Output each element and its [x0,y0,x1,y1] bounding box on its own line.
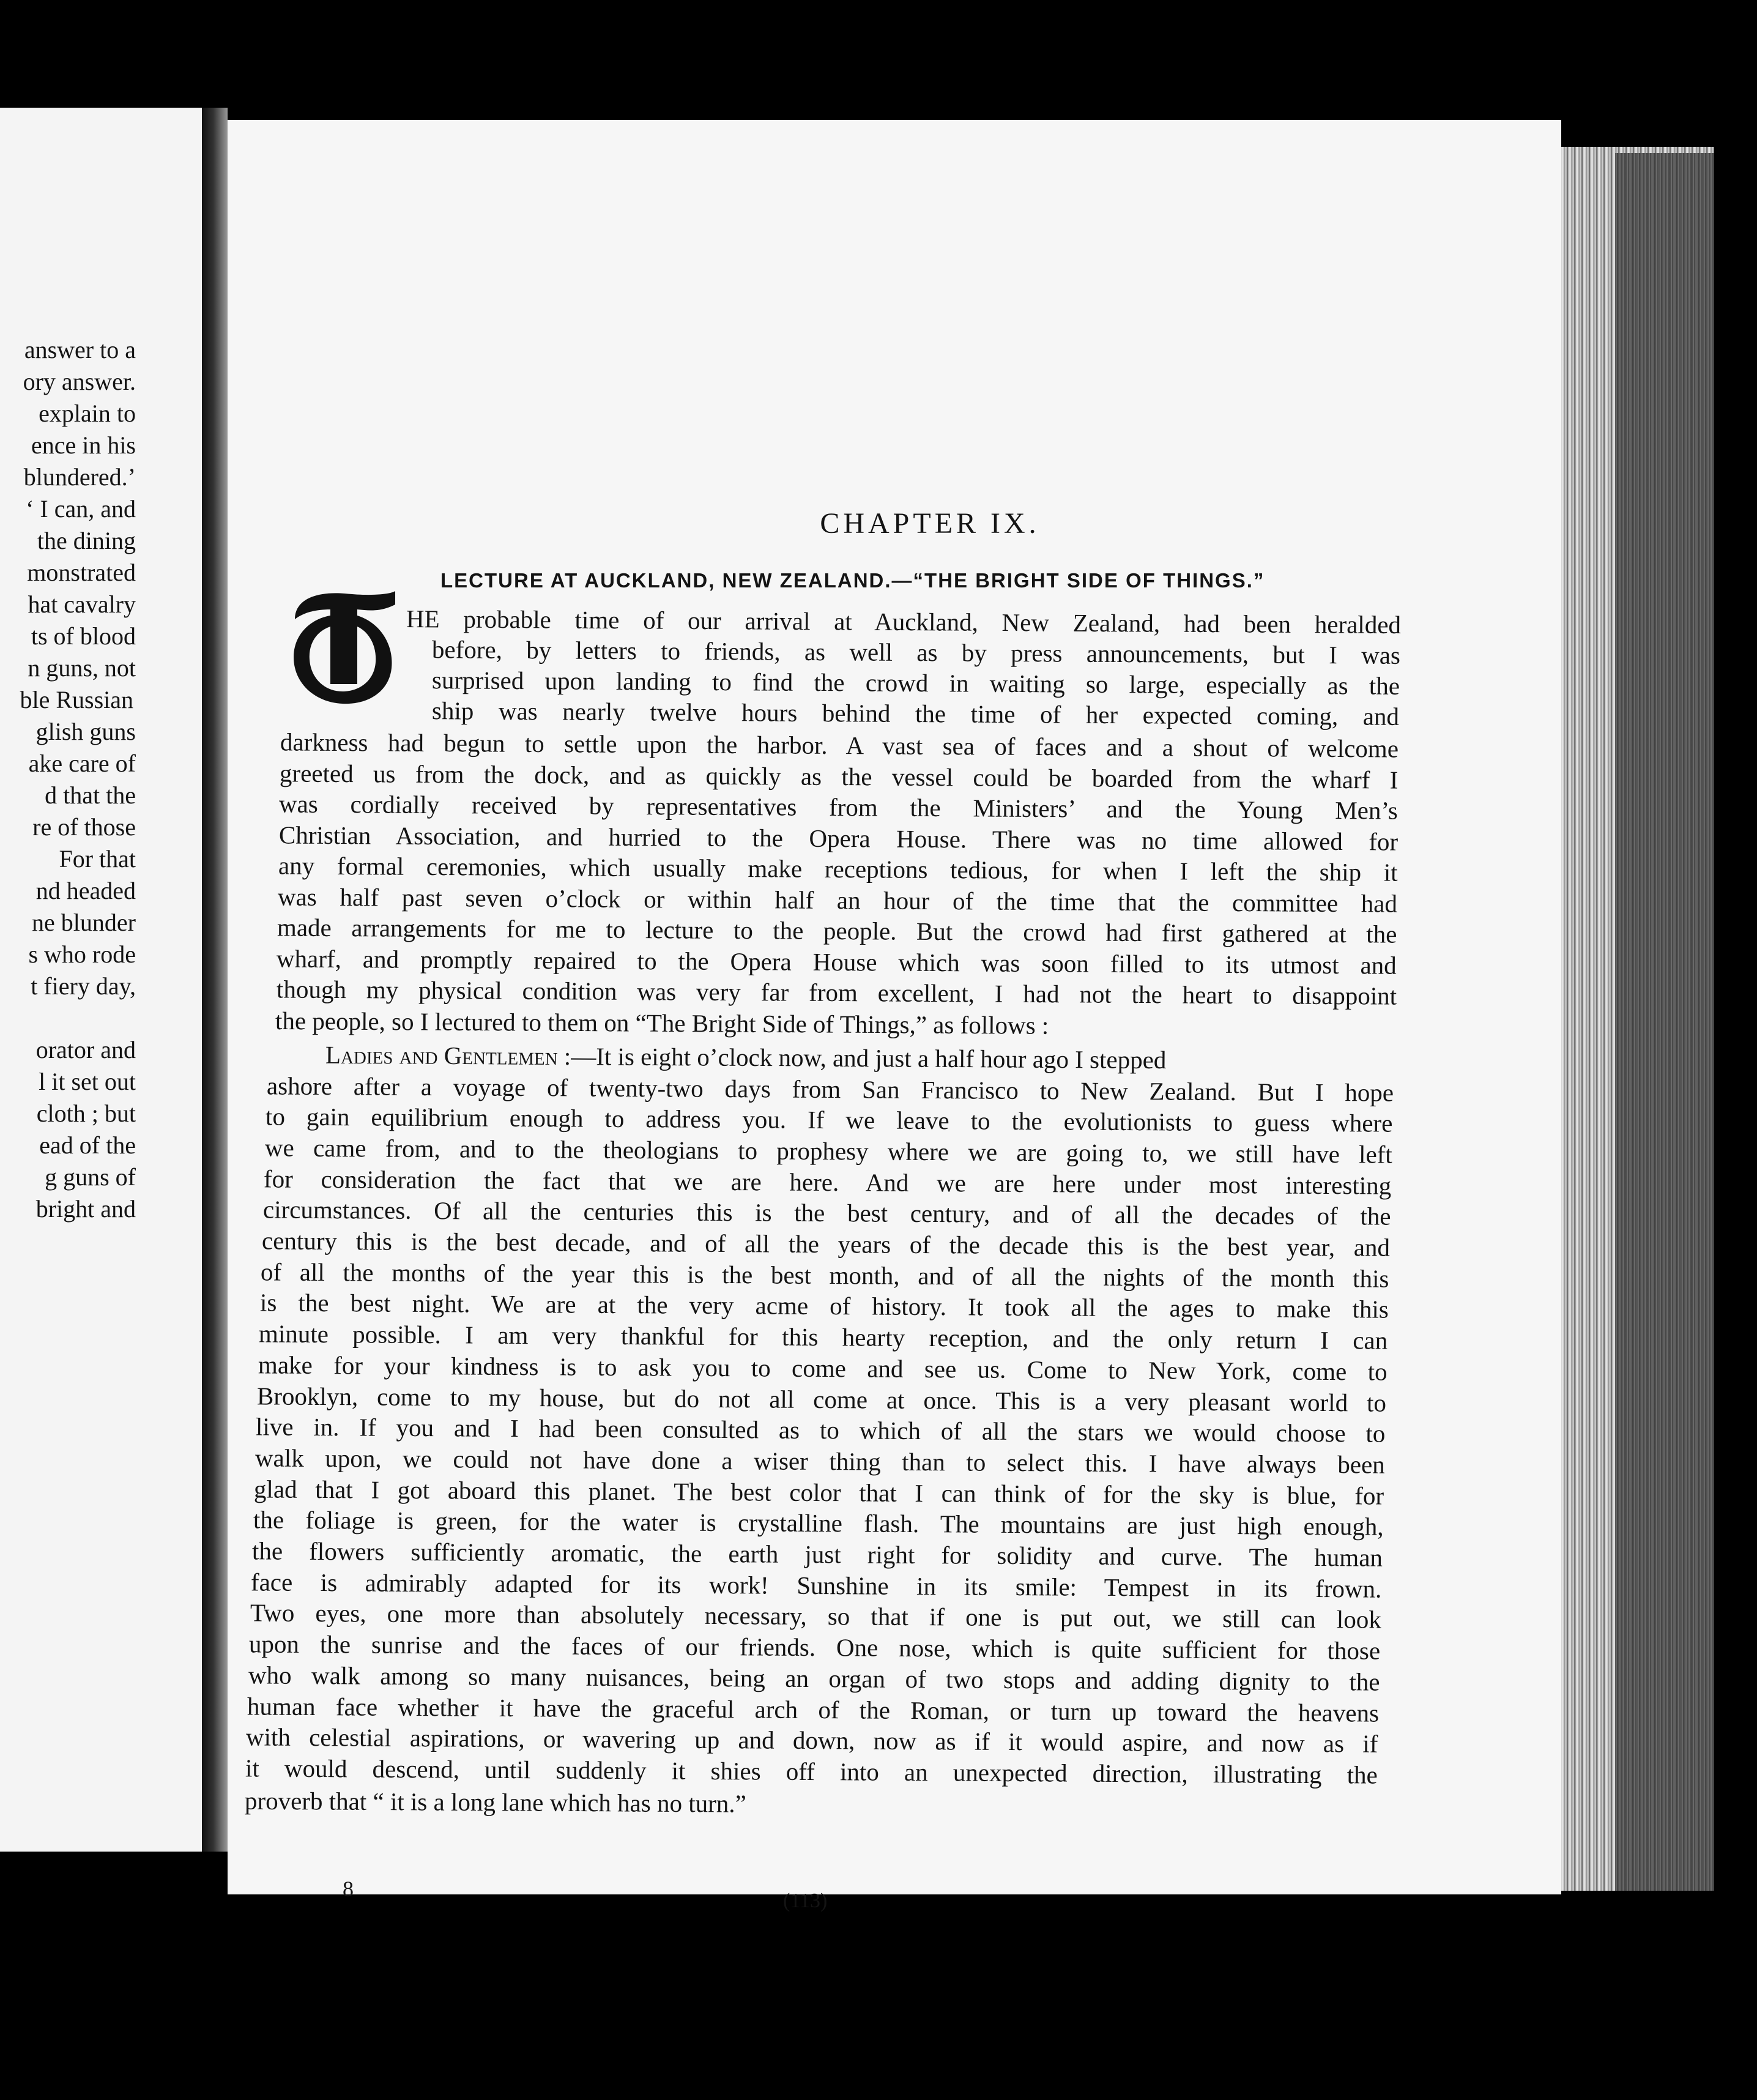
body-line: the flowers sufficiently aromatic, the earth just right for solidity and curve. The human [251,1536,1383,1572]
left-page-line: ble Russian [20,686,133,713]
signature-mark: 8 [343,1877,354,1901]
body-line: is the best night. We are at the very acme of history. It took all the ages to make this [259,1288,1389,1324]
body-line: Two eyes, one more than absolutely necessary, so that if one is put out, we still can look [250,1598,1381,1634]
body-line: circumstances. Of all the centuries this is the best century, and of all the decades of the [262,1195,1391,1231]
body-line: it would descend, until suddenly it shies off into an unexpected direction, illustrating the [245,1754,1378,1789]
left-page-line: re of those [32,813,136,841]
body-line: darkness had begun to settle upon the harbor. A vast sea of faces and a shout of welcome [280,728,1399,763]
body-line: before, by letters to friends, as well as by press announcements, but I was [431,635,1401,669]
left-page-line: explain to [39,400,136,427]
body-line: who walk among so many nuisances, being an organ of two stops and adding dignity to the [248,1661,1380,1696]
left-page-line: ‘ I can, and [26,495,136,523]
page-edges-shadow [1615,153,1714,1891]
drop-cap-ornament [289,591,398,705]
chapter-title: CHAPTER IX. [820,507,1040,540]
left-page-line: n guns, not [28,654,136,682]
body-line: we came from, and to the theologians to prophesy where we are going to, we still have left [264,1133,1392,1169]
body-line: minute possible. I am very thankful for this hearty reception, and the only return I can [259,1319,1388,1355]
left-page-line: s who rode [28,940,136,968]
body-line: greeted us from the dock, and as quickly as the vessel could be boarded from the wharf I [280,758,1399,794]
left-page-line: monstrated [27,559,136,586]
body-line: HE probable time of our arrival at Auckland, New Zealand, had been heralded [406,605,1402,639]
body-line: Brooklyn, come to my house, but do not all come at once. This is a very pleasant world to [256,1381,1387,1417]
body-line: surprised upon landing to find the crowd in waiting so large, especially as the [431,666,1400,700]
chapter-subtitle: LECTURE AT AUCKLAND, NEW ZEALAND.—“THE BRIGHT SIDE OF THINGS.” [440,569,1265,592]
left-page-line: orator and [35,1036,136,1063]
body-line: glad that I got aboard this planet. The best color that I can think of for the sky is blue, for [254,1474,1384,1510]
body-line: any formal ceremonies, which usually make receptions tedious, for when I left the ship it [278,851,1398,887]
body-line: walk upon, we could not have done a wiser thing than to select this. I have always been [254,1443,1385,1479]
body-line: the foliage is green, for the water is crystalline flash. The mountains are just high enough, [253,1505,1384,1541]
body-line: face is admirably adapted for its work! Sunshine in its smile: Tempest in its frown. [251,1568,1382,1603]
left-page-line: d that the [45,781,136,809]
left-page-line: ead of the [39,1131,136,1159]
book-gutter [202,108,228,1852]
left-page-line: glish guns [35,718,136,745]
left-page-line: hat cavalry [28,590,136,618]
left-page-line: cloth ; but [36,1100,136,1127]
body-line: live in. If you and I had been consulted as to which of all the stars we would choose to [256,1412,1386,1448]
body-line: wharf, and promptly repaired to the Opera House which was soon filled to its utmost and [277,944,1397,980]
left-page-line: nd headed [35,877,136,904]
left-page-line: ence in his [31,431,136,459]
body-line: upon the sunrise and the faces of our friends. One nose, which is quite sufficient for those [249,1629,1381,1665]
body-line: with celestial aspirations, or wavering up and down, now as if it would aspire, and now as if [246,1722,1378,1758]
facing-page-left [0,108,208,1852]
left-page-line: For that [59,845,136,873]
left-page-line: the dining [37,527,136,554]
body-line: ship was nearly twelve hours behind the time of her expected coming, and [431,696,1400,731]
left-page-line: bright and [35,1195,136,1223]
body-line: ashore after a voyage of twenty-two days from San Francisco to New Zealand. But I hope [266,1071,1394,1107]
body-line-rest: :—It is eight o’clock now, and just a half hour ago I stepped [563,1042,1167,1074]
left-page-line: ts of blood [31,622,136,650]
body-line: was half past seven o’clock or within half an hour of the time that the committee had [277,882,1398,918]
body-line: was cordially received by representatives from the Ministers’ and the Young Men’s [279,789,1399,825]
body-line: to gain equilibrium enough to address you. If we leave to the evolutionists to guess where [266,1102,1393,1138]
body-line: Christian Association, and hurried to the Opera House. There was no time allowed for [278,820,1398,856]
left-page-line: ory answer. [23,368,136,395]
left-page-line: ne blunder [32,909,136,936]
left-page-line: ake care of [28,750,136,777]
body-line: century this is the best decade, and of all the years of the decade this is the best year, and [261,1226,1391,1262]
body-line: make for your kindness is to ask you to come and see us. Come to New York, come to [258,1350,1387,1386]
left-page-line: answer to a [24,336,136,363]
page-number: (113) [783,1890,828,1912]
body-line: though my physical condition was very far from excellent, I had not the heart to disappoint [276,975,1397,1010]
body-line: human face whether it have the graceful arch of the Roman, or turn up toward the heavens [247,1691,1380,1727]
body-line: proverb that “ it is a long lane which has no turn.” [244,1786,746,1818]
left-page-line: g guns of [45,1163,136,1191]
left-page-line: t fiery day, [31,972,136,1000]
left-page-line: l it set out [39,1068,136,1095]
body-line: of all the months of the year this is the best month, and of all the nights of the month this [261,1257,1389,1293]
body-line: made arrangements for me to lecture to the people. But the crowd had first gathered at the [277,913,1397,948]
body-line: for consideration the fact that we are here. And we are here under most interesting [264,1164,1392,1200]
salutation: Ladies and Gentlemen [325,1040,558,1070]
body-line: the people, so I lectured to them on “The Bright Side of Things,” as follows : [275,1006,1049,1040]
left-page-line: blundered.’ [23,463,136,491]
